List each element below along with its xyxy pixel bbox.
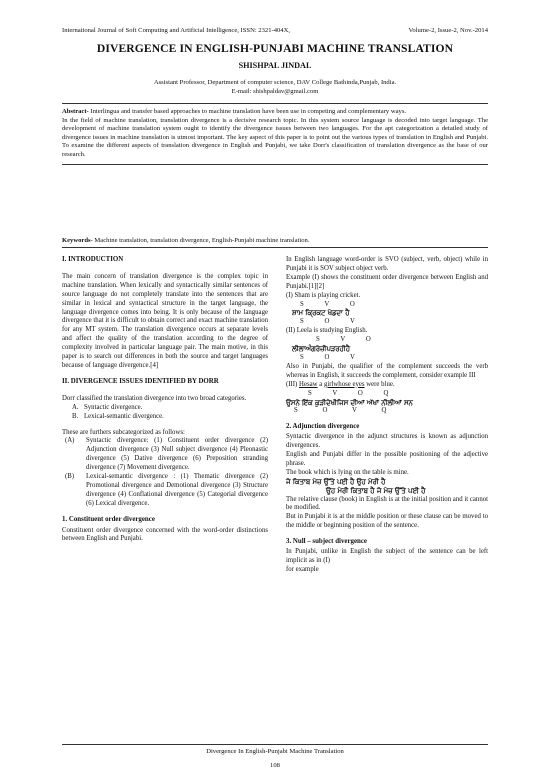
subsection-heading-null-subject: 3. Null – subject divergence [286,538,367,546]
right-column [286,256,488,575]
left-column [62,256,268,544]
example-2-sov: S O V [300,353,356,361]
example-4-punjabi-1: ਜੋ ਕਿਤਾਬ ਮੇਜ਼ ਉੱਤੇ ਪਈ ਹੈ ਉਹ ਮੇਰੀ ਹੈ [286,477,386,486]
null-subject-paragraph-2: for example [286,565,319,573]
qualifier-paragraph: Also in Punjabi, the qualifier of the complement succeeds the verb whereas in English, it succeeds the complement, consider example III [286,362,488,379]
abstract-para-2: In the field of machine translation, translation divergence is a decisive research topic. In this system source language is decoded into target language. The development of machine translation system ought to identify the divergence issues between two languages. For the apt categorization a detailed study of divergence issues in machine translation is utmost important. The key aspect of this paper is to point out the various types of translation in English and Punjabi. To examine the different aspects of translation divergence in English and Punjabi, we take Dorr's classification of translation divergence as the base of our research. [62,116,488,158]
affiliation: Assistant Professor, Department of computer science, DAV College Bathinda,Punjab, India. [153,79,397,86]
subsection-heading-constituent-order: 1. Constituent order divergence [62,515,155,523]
paper-title: DIVERGENCE IN ENGLISH-PUNJABI MACHINE TRANSLATION [96,42,454,55]
example-4: The book which is lying on the table is mine. [286,468,409,476]
example-1-svo: S V O [300,300,356,308]
header-volume: Volume-2, Issue-2, Nov.-2014 [408,27,488,34]
example-2-punjabi: ਲੀਲਾਅੰਗਰੇਜ਼ੀਪੜਰਹੀਹੈ [292,345,350,354]
header-journal: International Journal of Soft Computing and Artificial Intelligence, ISSN: 2321-404X, [62,27,290,34]
list-item: A. Syntactic divergence. [72,403,143,411]
example-1: (I) Sham is playing cricket. [286,291,361,299]
running-footer: Divergence In English-Punjabi Machine Translation [62,744,488,755]
email[interactable]: E-mail: shishpaldav@gmail.com [231,87,319,95]
example-3-svoq: S V O Q [308,389,389,397]
section-heading-dorr: II. DIVERGENCE ISSUES IDENTIFIED BY DORR [62,377,219,385]
null-subject-paragraph: In Punjabi, unlike in English the subject of the sentence can be left implicit as in (I) [286,548,488,564]
example-1-punjabi: ਸ਼ਾਮ ਕ੍ਰਿਕਟ ਖੇਡਦਾ ਹੈ [292,309,350,318]
example-3-sovq: S O V Q [294,407,387,415]
dorr-paragraph: Dorr classified the translation divergence into two broad categories. [62,394,247,402]
intro-paragraph: The main concern of translation divergence is the complex topic in machine translation. When lexically and syntactically similar sentences of source language do not completely translate into the sentences that are similar in lexical and syntactical structure in the target language, the language divergence comes into being. It is only because of the language divergence that it is difficult to obtain correct and exact machine translation for any MT system. The translation divergence occurs at separate levels and affect the quality of the translation according to the degree of complexity involved in particular language pair. The main motive, in this paper is to search out differences in both the source and target languages because of language divergence.[4] [62,272,268,369]
list-item: (B) Lexical-semantic divergence : (1) Thematic divergence (2) Promotional divergence and Demotional divergence (3) Structure divergence (4) Conflational divergence (5) Categorial divergence (6) Lexical divergence. [65,473,268,507]
subsection-heading-adjunction: 2. Adjunction divergence [286,423,360,431]
keywords-label: Keywords- [62,237,93,244]
example-intro: Example (I) shows the constituent order divergence between English and Punjabi.[1][2] [286,273,488,290]
example-2-svo: S V O [316,336,372,344]
keywords: Keywords- Machine translation, translation divergence, English-Punjabi machine translation. [62,237,488,248]
example-3: (III) Hesaw a girlwhose eyes were blue. [286,380,395,388]
author-name: SHISHPAL JINDAL [238,61,312,70]
section-heading-introduction: I. INTRODUCTION [62,256,124,263]
adjunction-paragraph-2: English and Punjabi differ in the possible positioning of the adjective phrase. [286,451,488,467]
running-header [62,27,488,34]
example-3-punjabi: ਉਸਨੇ ਇੱਕ ਕੁੜੀਦੇਖੀਜਿਸ ਦੀਆਂ ਅੱਖਾਂ ਨੀਲੀਆਂ ਸਨ [286,398,413,407]
abstract-box [62,103,488,165]
relative-clause-paragraph-2: But in Punjabi it is at the middle position or these clause can be moved to the middle or beginning position of the sentence. [286,513,488,530]
page-number: 108 [270,762,280,769]
example-1-sov: S O V [300,318,356,326]
divergence-category-list [62,404,268,422]
relative-clause-paragraph: The relative clause (book) in English is at the initial position and it cannot be modified. [286,495,488,512]
constituent-order-paragraph: Constituent order divergence concerned with the word-order distinctions between English and Punjabi. [62,526,268,543]
affiliation-block [0,79,550,96]
example-2: (II) Leela is studying English. [286,327,368,335]
abstract-label: Abstract- [62,108,89,115]
list-item: B. Lexical-semantic divergence. [72,412,164,420]
word-order-paragraph: In English language word-order is SVO (subject, verb, object) while in Punjabi it is SOV subject object verb. [286,256,488,272]
list-item: (A) Syntactic divergence: (1) Constituent order divergence (2) Adjunction divergence (3) Null subject divergence (4) Pleonastic divergence (5) Dative divergence (6) Preposition stranding divergence (7) Movement divergence. [65,437,268,472]
example-4-punjabi-2: ਉਹ ਮੇਰੀ ਕਿਤਾਬ ਹੈ ਜੋ ਮੇਜ਼ ਉੱਤੇ ਪਈ ਹੈ [326,486,426,495]
abstract-para-1: Abstract- Interlingua and transfer based approaches to machine translation have been use in competing and complementary ways. [62,108,407,115]
subcategory-intro: These are furthers subcategorized as follows: [62,428,185,436]
adjunction-paragraph: Syntactic divergence in the adjunct structures is known as adjunction divergences. [286,433,488,450]
